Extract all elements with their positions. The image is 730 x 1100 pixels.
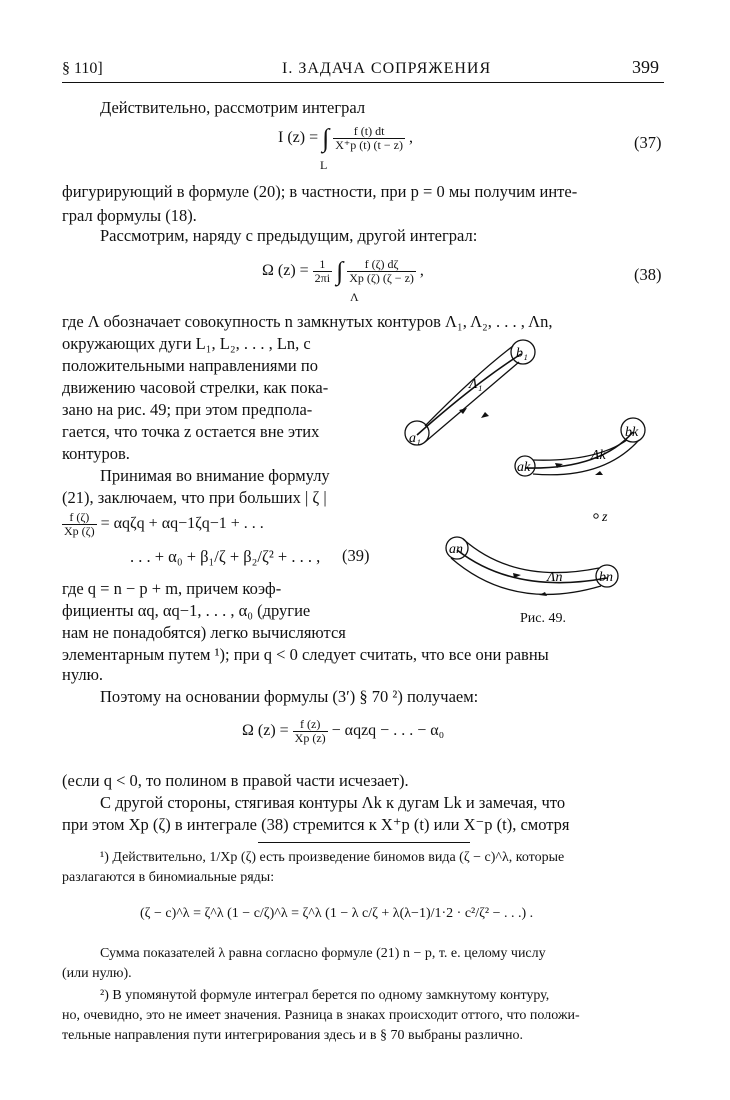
label-ak: ak xyxy=(517,460,531,475)
header-rule xyxy=(62,82,664,83)
text-line: положительными направлениями по xyxy=(62,356,318,375)
footnote-1-formula: (ζ − c)^λ = ζ^λ (1 − c/ζ)^λ = ζ^λ (1 − λ c/ζ + λ(λ−1)/1·2 · c²/ζ² − . . .) . xyxy=(140,906,534,921)
running-title: I. ЗАДАЧА СОПРЯЖЕНИЯ xyxy=(282,60,492,77)
text-line: С другой стороны, стягивая контуры Λk к дугам Lk и замечая, что xyxy=(100,793,566,812)
text-line: движению часовой стрелки, как пока- xyxy=(62,378,329,397)
text-line: (21), заключаем, что при больших | ζ | xyxy=(62,488,327,507)
figure-49 xyxy=(395,330,685,630)
text-line: окружающих дуги L₁, L₂, . . . , Ln, с xyxy=(62,334,311,353)
text-line: фигурирующий в формуле (20); в частности, при p = 0 мы получим инте- xyxy=(62,182,578,201)
footnote-2: тельные направления пути интегрирования здесь и в § 70 выбраны различно. xyxy=(62,1028,523,1043)
label-lambdan: Λn xyxy=(547,570,563,585)
text-line: Рассмотрим, наряду с предыдущим, другой интеграл: xyxy=(100,226,478,245)
arrow-icon xyxy=(513,573,521,578)
text-line: где q = n − p + m, причем коэф- xyxy=(62,579,282,598)
text-line: контуров. xyxy=(62,444,130,463)
label-bn: bn xyxy=(599,570,613,585)
text-line: Поэтому на основании формулы (3′) § 70 ²) получаем: xyxy=(100,687,479,706)
footnote-1: (или нулю). xyxy=(62,966,132,981)
arc-Lk xyxy=(525,432,633,468)
section-ref: § 110] xyxy=(62,60,103,77)
arrow-icon xyxy=(481,412,489,418)
text-line: при этом Xp (ζ) в интеграле (38) стремится к X⁺p (t) или X⁻p (t), смотря xyxy=(62,815,570,834)
text-line: (если q < 0, то полином в правой части исчезает). xyxy=(62,771,409,790)
footnote-1: ¹) Действительно, 1/Xp (ζ) есть произведение биномов вида (ζ − c)^λ, которые xyxy=(100,850,565,865)
equation-number: (37) xyxy=(634,133,662,152)
footnote-rule xyxy=(258,842,470,843)
text-line: фициенты αq, αq−1, . . . , α₀ (другие xyxy=(62,601,311,620)
footnote-1: разлагаются в биномиальные ряды: xyxy=(62,870,275,885)
equation-number: (39) xyxy=(342,546,370,565)
text-line: нам не понадобятся) легко вычисляются xyxy=(62,623,346,642)
label-bk: bk xyxy=(625,425,639,440)
label-lambdak: Λk xyxy=(591,448,606,463)
arrow-icon xyxy=(595,471,603,475)
equation-39-line1: $\frac{f (\zeta)}{Xp (\zeta)}$ = αqζq + αq−1ζq−1 + . . . xyxy=(64,510,264,538)
label-z: z xyxy=(602,510,608,525)
contour-path xyxy=(463,539,599,573)
label-b1: b₁ xyxy=(516,346,528,361)
text-line: элементарным путем ¹); при q < 0 следует считать, что все они равны xyxy=(62,645,549,664)
text-line: грал формулы (18). xyxy=(62,206,197,225)
contour-path xyxy=(451,558,601,594)
label-a1: a₁ xyxy=(409,431,421,446)
figure-caption: Рис. 49. xyxy=(520,611,566,626)
contour-path xyxy=(533,440,627,460)
equation-number: (38) xyxy=(634,265,662,284)
text-line: Принимая во внимание формулу xyxy=(100,466,330,485)
label-lambda1: Λ₁ xyxy=(469,377,483,392)
equation-38: Ω (z) = $\frac{1}{2\pi i}$ ∫ $\frac{f (\zeta) d\zeta}{Xp (\zeta) (\zeta - z)}$ , xyxy=(262,256,424,286)
point-z xyxy=(594,514,598,518)
footnote-1: Сумма показателей λ равна согласно формуле (21) n − p, т. е. целому числу xyxy=(100,946,546,961)
text-line: где Λ обозначает совокупность n замкнутых контуров Λ₁, Λ₂, . . . , Λn, xyxy=(62,312,553,331)
integral-limit: L xyxy=(320,158,328,172)
page-number: 399 xyxy=(632,57,659,77)
contour-path xyxy=(425,362,519,442)
footnote-2: но, очевидно, это не имеет значения. Разница в знаках происходит оттого, что положи- xyxy=(62,1008,580,1023)
arc-L1 xyxy=(417,354,521,435)
integral-limit: Λ xyxy=(350,290,359,304)
footnote-2: ²) В упомянутой формуле интеграл берется по одному замкнутому контуру, xyxy=(100,988,550,1003)
contour-path xyxy=(533,440,639,475)
text-line: зано на рис. 49; при этом предпола- xyxy=(62,400,313,419)
text-line: Действительно, рассмотрим интеграл xyxy=(100,98,366,117)
text-line: гается, что точка z остается вне этих xyxy=(62,422,320,441)
text-line: нулю. xyxy=(62,665,104,684)
equation-39-line2: . . . + α₀ + β₁/ζ + β₂/ζ² + . . . , xyxy=(130,547,321,566)
label-an: an xyxy=(449,542,463,557)
equation-omega: Ω (z) = $\frac{f (z)}{Xp (z)}$ − αqzq − . . . − α₀ xyxy=(242,717,445,745)
equation-37: I (z) = ∫ $\frac{f (t) dt}{X^+p (t) (t - z)}$ , xyxy=(278,123,413,153)
